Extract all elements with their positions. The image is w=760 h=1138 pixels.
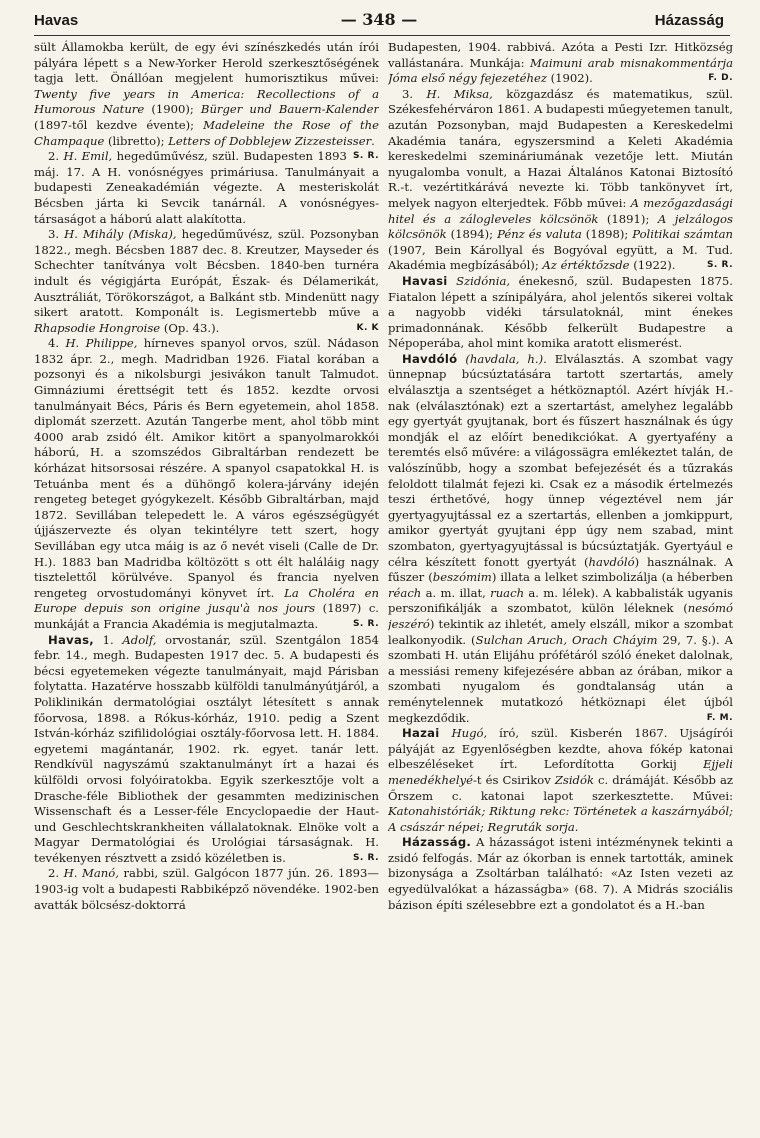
- italic-text: H. Manó,: [63, 866, 119, 881]
- article-paragraph: [388, 835, 733, 913]
- italic-text: Hugó,: [451, 726, 488, 741]
- page-header: [34, 10, 724, 32]
- article-paragraph: [388, 352, 733, 726]
- body-text: író, szül. Kisberén 1867. Ujságírói pályáját az Egyenlőségben kezdte, ahova fókép katonai elbeszéléseket írt. Lefordította Gorkij: [388, 726, 733, 772]
- body-text: -t és Csirikov: [472, 772, 555, 787]
- italic-text: La Choléra en Europe depuis son origine jusqu'à nos jours: [34, 585, 379, 616]
- article-paragraph: [388, 87, 733, 274]
- article-paragraph: [34, 633, 379, 867]
- body-text: (1902).: [546, 71, 593, 86]
- body-text: közgazdász és matematikus, szül. Székesfehérváron 1861. A budapesti műegyetemen tanult, azután Pozsonyban, majd Budapesten a Kereskedelmi Akadémia tanára, egyszersmind a Keleti Akadémia kereskedelmi szemináriumának vezetője lett. Miután nyugalomba vonult, a Hazai Általános Katonai Biztosító R.-t. vezértitkárává nevezte ki. Több tankönyvet írt, melyek nagyon elterjedtek. Főbb művei:: [388, 86, 733, 210]
- right-column: [388, 40, 733, 1134]
- body-text: rabbi, szül. Galgócon 1877 jún. 26. 1893—1903-ig volt a budapesti Rabbiképző növendéke. 1902-ben avatták bölcsész-doktorrá: [34, 866, 379, 912]
- body-text: (1898);: [581, 227, 633, 242]
- body-text: Budapesten, 1904. rabbivá. Azóta a Pesti Izr. Hitközség vallástanára. Munkája:: [388, 40, 733, 70]
- body-text: 2.: [48, 866, 64, 881]
- body-text: sült Államokba került, de egy évi színészkedés után írói pályára lépett s a New-Yorker Herold szerkesztőségének tagja lett. Önállóan megjelent humorisztikus művei:: [34, 40, 379, 86]
- italic-text: Ejjeli menedékhelyé: [388, 757, 733, 787]
- italic-text: A mezőgazdasági hitel és a zálogleveles kölcsönök: [388, 195, 733, 226]
- body-text: 3.: [48, 227, 65, 242]
- italic-text: Sulchan Aruch, Orach Cháyim: [475, 632, 658, 647]
- body-text: a. m. lélek). A kabbalisták ugyanis perszonifikálják a szombatot, külön léleknek (: [388, 585, 733, 616]
- entry-headword: Havas,: [48, 632, 95, 647]
- body-text: hegedűművész, szül. Pozsonyban 1822., megh. Bécsben 1887 dec. 8. Kreutzer, Mayseder és Schechter tanítványa volt Bécsben. 1840-ben turnéra indult és végigjárta Európát, Észak- és Délamerikát, Ausztráliát, Törökországot, a Balkánt stb. Mindenütt nagy sikert aratott. Komponált is. Legismertebb műve a: [34, 227, 379, 320]
- italic-text: Az értéktőzsde: [542, 258, 630, 273]
- italic-text: H. Miksa,: [426, 86, 493, 101]
- body-text: ) használnak. A fűszer (: [388, 554, 733, 585]
- body-text: (1907, Bein Károllyal és Bogyóval együtt, a M. Tud. Akadémia megbízásából);: [388, 242, 733, 273]
- article-paragraph: [388, 274, 733, 352]
- body-text: 2.: [48, 149, 64, 164]
- header-rule: [34, 35, 730, 36]
- body-text: (1922).: [629, 258, 676, 273]
- italic-text: H. Emil,: [63, 149, 113, 164]
- header-right-keyword: Házasság: [654, 12, 724, 29]
- page-number: — 348 —: [340, 10, 418, 29]
- article-paragraph: [388, 726, 733, 835]
- body-text: hírneves spanyol orvos, szül. Nádason 1832 ápr. 2., megh. Madridban 1926. Fiatal korában a pozsonyi és a nikolsburgi jesivákon tanult Talmudot. Gimnáziumi érettségit tett és 1852. kezdte orvosi tanulmányait Bécs, Páris és Bern egyetemein, ahol 1858. diplomát szerzett. Azután Tangerbe ment, ahol több mint 4000 arab zsidó élt. Amikor kitört a spanyolmarokkói háború, H. a szomszédos Gibraltárban rendezett be kórházat hitsorsosai részére. A spanyol csapatokkal H. is Tetuánba ment és a dühöngő kolera-járvány idején rengeteg beteget gyógykezelt. Később Gibraltárban, majd 1872. Sevillában telepedett le. A város egészségügyét újjászervezte és olyan tekintélyre tett szert, hogy Sevillában egy utca máig is az ő nevét viseli (Calle de Dr. H.). 1883 ban Madridba költözött s ott élt haláláig nagy tisztelettől körülvéve. Spanyol és francia nyelven rengeteg orvostudományi könyvet írt.: [34, 336, 379, 600]
- italic-text: Rhapsodie Hongroise: [34, 320, 161, 335]
- italic-text: Twenty five years in America: Recollections of a Humorous Nature: [34, 86, 379, 117]
- body-text: (Op. 43.).: [160, 320, 220, 335]
- body-text: a. m. illat,: [421, 585, 491, 600]
- author-signature: F. M.: [706, 712, 733, 723]
- body-text: hegedűművész, szül. Budapesten 1893 máj. 17. A H. vonósnégyes primáriusa. Tanulmányait a budapesti Zeneakadémián végezte. A mesteriskolát Bécsben járta ki Sevcik tanárnál. A vonósnégyes-társaságot a háború alatt alakította.: [34, 149, 379, 226]
- body-text: 29, 7. §.). A szombati H. után Elijáhu prófétáról szóló éneket dalolnak, a messiási remeny kifejezésére abban az órában, mikor a szombati nyugalom és gondtalanság után a reménytelennek mutatkozó hétköznapi élet újból megkezdődik.: [388, 632, 733, 725]
- body-text: 1.: [94, 632, 123, 647]
- body-text: [440, 726, 452, 740]
- author-signature: F. D.: [708, 73, 733, 84]
- italic-text: H. Philippe,: [65, 336, 138, 351]
- entry-headword: Házasság.: [402, 835, 472, 850]
- italic-text: Madeleine the Rose of the Champaque: [34, 117, 379, 148]
- italic-text: beszómim: [432, 570, 492, 585]
- italic-text: Katonahistóriák; Riktung rekc: Történetek a kaszárnyából; A császár népei; Regruták sorja.: [388, 804, 733, 834]
- entry-headword: Hazai: [402, 726, 440, 741]
- italic-text: réach: [388, 585, 422, 600]
- author-signature: S. R.: [352, 852, 379, 863]
- body-text: (libretto);: [104, 133, 169, 148]
- italic-text: H. Mihály (Miska),: [64, 227, 177, 242]
- body-text: ) tekintik az ihletét, amely elszáll, mikor a szombat lealkonyodik. (: [388, 616, 733, 647]
- body-text: A házasságot isteni intézménynek tekinti a zsidó felfogás. Már az ókorban is ennek tartották, aminek bizonysága a Zsoltárban található: «Az Isten vezeti az egyedülvalókat a házasságba» (68. 7). A Midrás szociális bázison építi szélesebbre ezt a gondolatot és a H.-ban: [388, 835, 733, 912]
- body-text: énekesnő, szül. Budapesten 1875. Fiatalon lépett a színipályára, ahol jelentős sikerei voltak a nagyobb vidéki társulatoknál, mint énekes primadonnának. Később felkerült Budapestre a Népoperába, ahol mint komika aratott elismerést.: [388, 273, 733, 351]
- author-signature: K. K: [356, 322, 379, 333]
- article-paragraph: [34, 336, 379, 632]
- author-signature: S. R.: [352, 618, 379, 629]
- body-text: 4.: [48, 336, 66, 351]
- header-left-keyword: Havas: [34, 12, 79, 29]
- entry-headword: Havasi: [402, 273, 448, 288]
- italic-text: Zsidók: [554, 772, 594, 787]
- article-paragraph: [34, 227, 379, 336]
- italic-text: Pénz és valuta: [497, 227, 582, 242]
- body-text: .: [371, 133, 375, 148]
- italic-text: havdóló: [588, 554, 635, 569]
- italic-text: Adolf,: [122, 632, 157, 647]
- italic-text: (havdala, h.).: [465, 351, 547, 366]
- italic-text: Maimuni arab misnakommentárja Jóma első négy fejezetéhez: [388, 55, 733, 86]
- italic-text: Bürger und Bauern-Kalender: [200, 102, 379, 117]
- author-signature: S. R.: [352, 151, 379, 162]
- entry-headword: Havdóló: [402, 351, 458, 366]
- italic-text: Szidónia,: [456, 273, 511, 288]
- body-text: (1894);: [446, 227, 498, 242]
- body-text: 3.: [402, 86, 427, 101]
- body-text: (1900);: [144, 102, 201, 117]
- body-text: ) illata a lelket szimbolizálja (a héberben: [491, 570, 733, 585]
- body-text: (1897) c. munkáját a Francia Akadémia is megjutalmazta.: [34, 601, 379, 631]
- body-text: (1897-től kezdve évente);: [34, 117, 204, 132]
- body-text: c. drámáját. Később az Őrszem c. katonai lapot szerkesztette. Művei:: [388, 772, 733, 803]
- body-text: Elválasztás. A szombat vagy ünnepnap búcsúztatására tartott szertartás, amely elválasztja a szentséget a hétköznaptól. Azért hívják H.-nak (elválasztónak) ezt a szertartást, amelyhez legalább egy gyertyát gyujtanak, bort és fűszert használnak és úgy mondják el az előírt benedikciókat. A gyertyafény a teremtés első művére: a világossägra emlékeztet talán, de valószínűbb, hogy a szombat befejezését és a tűzrakás feloldott tilalmát fejezi ki. Csak ez a második értelmezés teszi érthetővé, hogy ünnep végeztével nem jár gyertyagyujtással ez a szertartás, ellenben a jomkippurt, amikor gyertyát gyujtani épp úgy nem szabad, mint szombaton, gyertyagyujtással is búcsúztatják. Gyertyául e célra készített fonott gyertyát (: [388, 351, 733, 569]
- italic-text: Politikai számtan: [632, 227, 733, 242]
- article-paragraph: [388, 40, 733, 87]
- left-column: [34, 40, 379, 1134]
- article-paragraph: [34, 866, 379, 913]
- italic-text: ruach: [490, 585, 525, 600]
- italic-text: A jelzálogos kölcsönök: [388, 211, 733, 242]
- article-paragraph: [34, 149, 379, 227]
- body-text: (1891);: [598, 211, 658, 226]
- author-signature: S. R.: [706, 260, 733, 271]
- italic-text: nesómó jeszéró: [388, 601, 733, 631]
- body-text: [448, 274, 457, 288]
- italic-text: Letters of Dobblejew Zizzesteisser: [168, 133, 372, 148]
- body-text: orvostanár, szül. Szentgálon 1854 febr. 14., megh. Budapesten 1917 dec. 5. A budapesti és bécsi egyetemeken végezte tanulmányait, majd Párisban folytatta. Hazatérve hosszabb külföldi tanulmányútjáról, a Poliklinikán dermatológiai osztályt létesített s annak főorvosa, 1898. a Rókus-kórház, 1910. pedig a Szent István-kórház szifilidológiai osztály-főorvosa lett. H. 1884. egyetemi magántanár, 1902. rk. egyet. tanár lett. Rendkívül nagyszámú szaktanulmányt írt a hazai és külföldi orvosi folyóiratokba. Egyik szerkesztője volt a Drasche-féle Bibliothek der gesammten medizinischen Wissenschaft és a Lesser-féle Encyclopaedie der Haut- und Geschlechtskrankheiten vállalatoknak. Elnöke volt a Magyar Dermatológiai és Urológiai társaságnak. H. tevékenyen résztvett a zsidó közéletben is.: [34, 632, 379, 865]
